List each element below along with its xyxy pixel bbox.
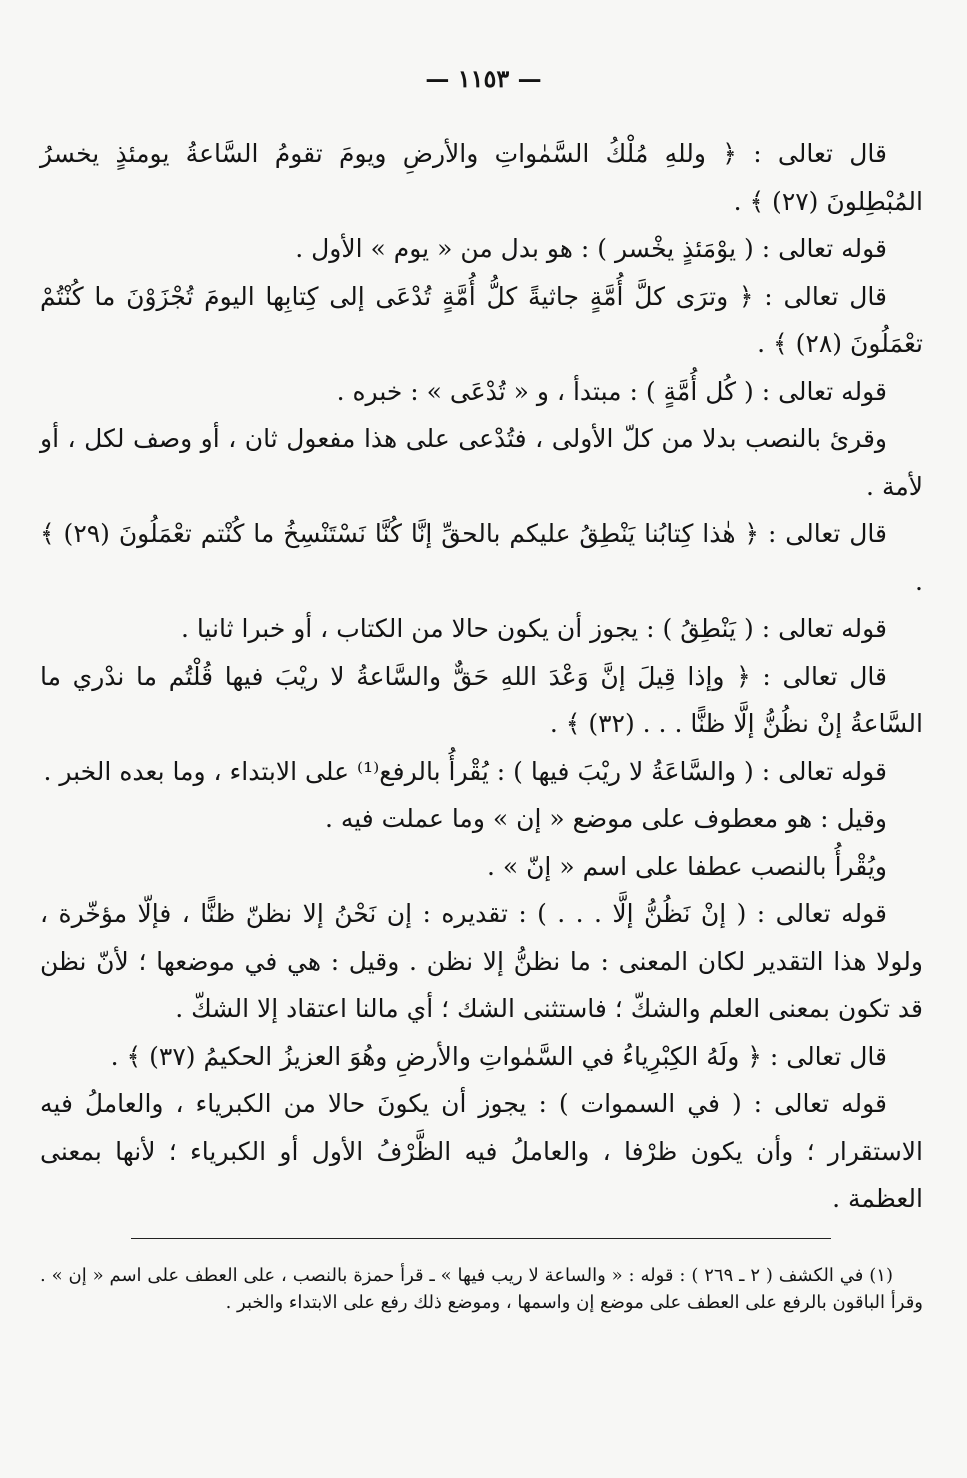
paragraph: قال تعالى : ﴿ ولَهُ الكِبْرِياءُ في السَّمٰواتِ والأرضِ وهُوَ العزيزُ الحكيمُ (٣٧) ﴾ .	[110, 1041, 887, 1071]
paragraph: قوله تعالى : ( والسَّاعَةُ لا ريْبَ فيها ) : يُقْرأُ بالرفع⁽¹⁾ على الابتداء ، وما بعده الخبر .	[43, 756, 887, 786]
paragraph: قال تعالى : ﴿ هٰذا كِتابُنا يَنْطِقُ عليكم بالحقِّ إنَّا كُنَّا نَسْتَنْسِخُ ما كُنْتم تعْمَلُونَ (٢٩) ﴾ .	[40, 519, 923, 596]
paragraph: قال تعالى : ﴿ وللهِ مُلْكُ السَّمٰواتِ والأرضِ ويومَ تقومُ السَّاعةُ يومئذٍ يخسرُ المُبْطِلونَ (٢٧) ﴾ .	[40, 139, 923, 216]
paragraph: قوله تعالى : ( يَنْطِقُ ) : يجوز أن يكون حالا من الكتاب ، أو خبرا ثانيا .	[181, 614, 887, 643]
paragraph: قال تعالى : ﴿ وترَى كلَّ أُمَّةٍ جاثيةً كلُّ أُمَّةٍ تُدْعَى إلى كِتابِها اليومَ تُجْزَوْنَ ما كُنْتُمْ تعْمَلُونَ (٢٨) ﴾ .	[40, 281, 923, 358]
paragraph: وقرئ بالنصب بدلا من كلّ الأولى ، فتُدْعى على هذا مفعول ثان ، أو وصف لكل ، أو لأمة .	[40, 424, 923, 501]
paragraph: قوله تعالى : ( يوْمَئذٍ يخْسر ) : هو بدل من « يوم » الأول .	[295, 234, 887, 263]
paragraph: قوله تعالى : ( في السموات ) : يجوز أن يكونَ حالا من الكبرياء ، والعاملُ فيه الاستقرار ؛ وأن يكون ظرْفا ، والعاملُ فيه الظَّرْفُ الأول أو الكبرياء ؛ لأنها بمعنى العظمة .	[40, 1089, 923, 1213]
paragraph: قوله تعالى : ( إنْ نَظُنُّ إلَّا . . . ) : تقديره : إن نَحْنُ إلا نظنّ ظنًّا ، فإلّا مؤخّرة ، ولولا هذا التقدير لكان المعنى : ما نظنُّ إلا نظن . وقيل : هي في موضعها ؛ لأنّ نظن قد تكون بمعنى العلم والشكّ ؛ فاستثنى الشك ؛ أي مالنا اعتقاد إلا الشكّ .	[40, 899, 923, 1023]
main-text	[40, 130, 923, 1223]
footnote: (١) في الكشف ( ٢ ـ ٢٦٩ ) : قوله : « والساعة لا ريب فيها » ـ قرأ حمزة بالنصب ، على العطف على اسم « إن » . وقرأ الباقون بالرفع على العطف على موضع إن واسمها ، وموضع ذلك رفع على الابتداء والخبر .	[40, 1265, 923, 1313]
footnote-divider	[131, 1238, 831, 1239]
footnotes	[40, 1262, 923, 1316]
page-number: — ١١٥٣ —	[425, 64, 542, 93]
paragraph: وقيل : هو معطوف على موضع « إن » وما عملت فيه .	[324, 804, 887, 833]
paragraph: ويُقْرأُ بالنصب عطفا على اسم « إنّ » .	[486, 851, 887, 881]
paragraph: قوله تعالى : ( كُل أُمَّةٍ ) : مبتدأ ، و « تُدْعَى » : خبره .	[336, 376, 887, 406]
paragraph: قال تعالى : ﴿ وإذا قِيلَ إنَّ وَعْدَ اللهِ حَقٌّ والسَّاعةُ لا ريْبَ فيها قُلْتُم ما ندْري ما السَّاعةُ إنْ نظُنُّ إلَّا ظنًّا . . . (٣٢) ﴾ .	[40, 661, 923, 738]
